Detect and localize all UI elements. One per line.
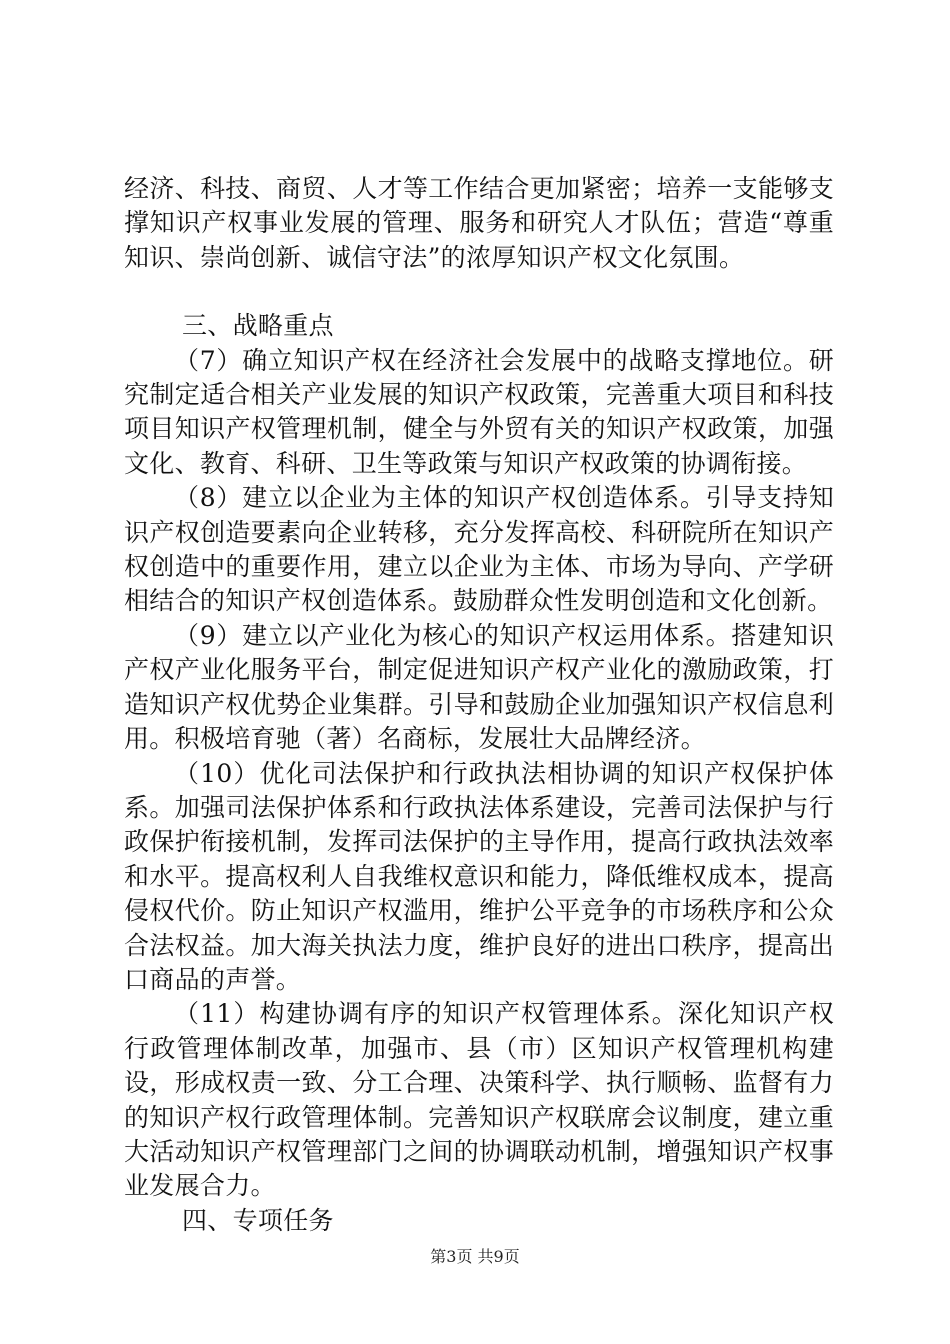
paragraph-item-7: （7）确立知识产权在经济社会发展中的战略支撑地位。研究制定适合相关产业发展的知识产权政策，完善重大项目和科技项目知识产权管理机制，健全与外贸有关的知识产权政策，加强文化、教育、科研、卫生等政策与知识产权政策的协调衔接。 xyxy=(124,345,834,478)
document-body xyxy=(124,172,834,1238)
paragraph-continued: 经济、科技、商贸、人才等工作结合更加紧密；培养一支能够支撑知识产权事业发展的管理、服务和研究人才队伍；营造“尊重知识、崇尚创新、诚信守法”的浓厚知识产权文化氛围。 xyxy=(124,174,834,272)
paragraph-item-10: （10）优化司法保护和行政执法相协调的知识产权保护体系。加强司法保护体系和行政执法体系建设，完善司法保护与行政保护衔接机制，发挥司法保护的主导作用，提高行政执法效率和水平。提高权利人自我维权意识和能力，降低维权成本，提高侵权代价。防止知识产权滥用，维护公平竞争的市场秩序和公众合法权益。加大海关执法力度，维护良好的进出口秩序，提高出口商品的声誉。 xyxy=(124,758,834,994)
paragraph-item-11: （11）构建协调有序的知识产权管理体系。深化知识产权行政管理体制改革，加强市、县（市）区知识产权管理机构建设，形成权责一致、分工合理、决策科学、执行顺畅、监督有力的知识产权行政管理体制。完善知识产权联席会议制度，建立重大活动知识产权管理部门之间的协调联动机制，增强知识产权事业发展合力。 xyxy=(124,999,834,1201)
paragraph-item-9: （9）建立以产业化为核心的知识产权运用体系。搭建知识产权产业化服务平台，制定促进知识产权产业化的激励政策，打造知识产权优势企业集群。引导和鼓励企业加强知识产权信息利用。积极培育驰（著）名商标，发展壮大品牌经济。 xyxy=(124,620,834,754)
section-heading-strategic-focus: 三、战略重点 xyxy=(182,311,334,341)
paragraph-spacer xyxy=(124,275,834,309)
section-heading-special-tasks: 四、专项任务 xyxy=(182,1205,334,1235)
page-footer: 第3页 共9页 xyxy=(430,1247,520,1266)
paragraph-item-8: （8）建立以企业为主体的知识产权创造体系。引导支持知识产权创造要素向企业转移，充分发挥高校、科研院所在知识产权创造中的重要作用，建立以企业为主体、市场为导向、产学研相结合的知识产权创造体系。鼓励群众性发明创造和文化创新。 xyxy=(124,483,834,616)
